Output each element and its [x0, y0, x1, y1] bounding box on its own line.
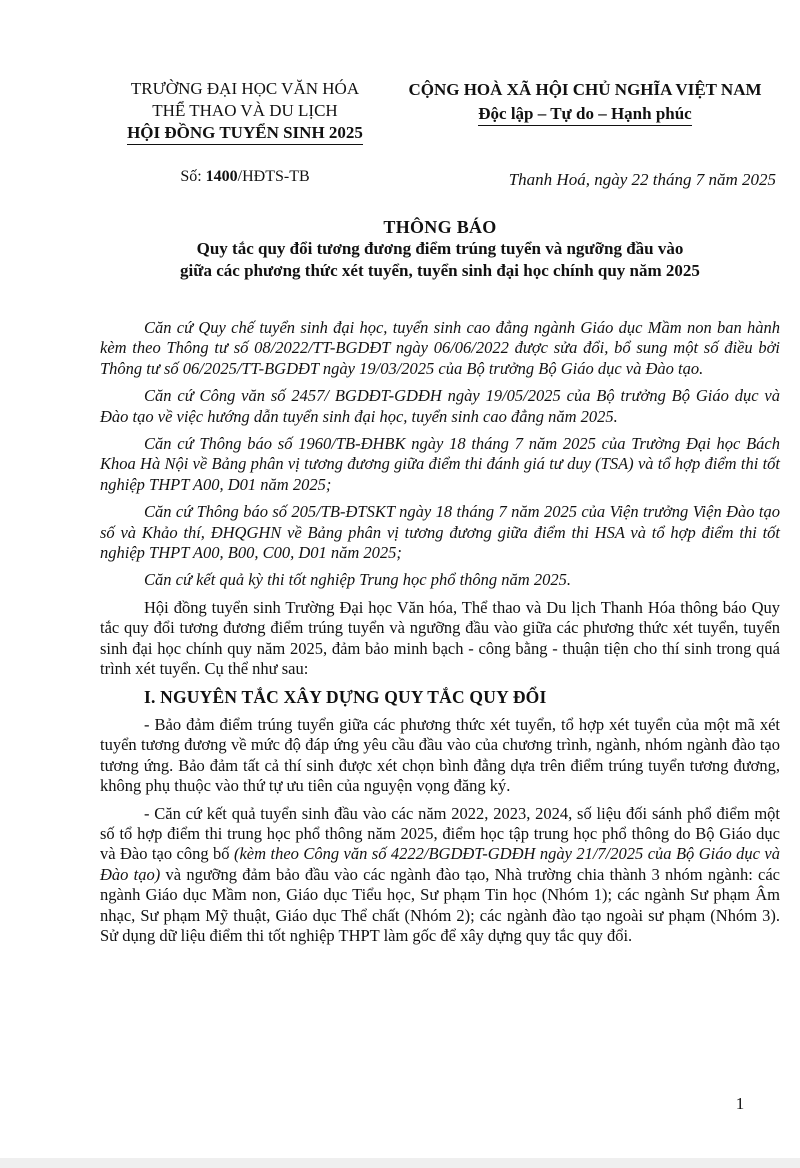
legal-basis-1: Căn cứ Quy chế tuyển sinh đại học, tuyển sinh cao đẳng ngành Giáo dục Mầm non ban hành kèm theo Thông tư số 08/2022/TT-BGDĐT ngày 06/06/2022 được sửa đổi, bổ sung một số điều bởi Thông tư số 06/2025/TT-BGDĐT ngày 19/03/2025 của Bộ trưởng Bộ Giáo dục và Đào tạo.	[100, 318, 780, 378]
issuer-council: HỘI ĐỒNG TUYỂN SINH 2025	[127, 122, 363, 145]
legal-basis-2: Căn cứ Công văn số 2457/ BGDĐT-GDĐH ngày 19/05/2025 của Bộ trưởng Bộ Giáo dục và Đào tạo về việc hướng dẫn tuyển sinh đại học, tuyển sinh cao đẳng năm 2025.	[100, 386, 780, 426]
document-title	[100, 216, 780, 282]
national-motto-block	[390, 78, 780, 126]
title-line-2: giữa các phương thức xét tuyển, tuyển sinh đại học chính quy năm 2025	[180, 261, 700, 280]
page-bottom-edge	[0, 1158, 800, 1168]
issuer-university: TRƯỜNG ĐẠI HỌC VĂN HÓA	[130, 79, 360, 98]
document-body	[100, 318, 780, 953]
announcement-intro: Hội đồng tuyển sinh Trường Đại học Văn hóa, Thể thao và Du lịch Thanh Hóa thông báo Quy tắc quy đổi tương đương điểm trúng tuyển và ngưỡng đầu vào giữa các phương thức xét tuyển, tuyển sinh đại học chính quy năm 2025, đảm bảo minh bạch - công bằng - thuận tiện cho thí sinh trong quá trình xét tuyển. Cụ thể như sau:	[100, 597, 780, 679]
section-1-bullet-2: - Căn cứ kết quả tuyển sinh đầu vào các năm 2022, 2023, 2024, số liệu đối sánh phổ điểm một số tổ hợp điểm thi trung học phổ thông năm 2025, điểm học tập trung học phổ thông do Bộ Giáo dục và Đào tạo công bố (kèm theo Công văn số 4222/BGDĐT-GDĐH ngày 21/7/2025 của Bộ Giáo dục và Đào tạo) và ngưỡng đảm bảo đầu vào các ngành đào tạo, Nhà trường chia thành 3 nhóm ngành: các ngành Giáo dục Mầm non, Giáo dục Tiểu học, Sư phạm Tin học (Nhóm 1); các ngành Sư phạm Âm nhạc, Sư phạm Mỹ thuật, Giáo dục Thể chất (Nhóm 2); các ngành đào tạo ngoài sư phạm (Nhóm 3). Sử dụng dữ liệu điểm thi tốt nghiệp THPT làm gốc để xây dựng quy tắc quy đổi.	[100, 803, 781, 945]
legal-basis-5: Căn cứ kết quả kỳ thi tốt nghiệp Trung học phổ thông năm 2025.	[144, 570, 571, 590]
document-number: Số: 1400/HĐTS-TB	[180, 168, 310, 185]
legal-basis-4: Căn cứ Thông báo số 205/TB-ĐTSKT ngày 18 tháng 7 năm 2025 của Viện trưởng Viện Đào tạo số và Khảo thí, ĐHQGHN về Bảng phân vị tương đương giữa điểm thi HSA và tổ hợp điểm thi tốt nghiệp THPT A00, B00, C00, D01 năm 2025;	[100, 502, 780, 563]
section-1-heading: I. NGUYÊN TẮC XÂY DỰNG QUY TẮC QUY ĐỔI	[144, 686, 547, 707]
country-name: CỘNG HOÀ XÃ HỘI CHỦ NGHĨA VIỆT NAM	[408, 80, 762, 99]
document-date: Thanh Hoá, ngày 22 tháng 7 năm 2025	[508, 170, 776, 189]
issuer-block	[100, 78, 390, 145]
issuer-university-cont: THỂ THAO VÀ DU LỊCH	[152, 101, 338, 120]
title-line-1: Quy tắc quy đổi tương đương điểm trúng tuyển và ngưỡng đầu vào	[196, 239, 684, 258]
legal-basis-3: Căn cứ Thông báo số 1960/TB-ĐHBK ngày 18 tháng 7 năm 2025 của Trường Đại học Bách Khoa Hà Nội về Bảng phân vị tương đương giữa điểm thi đánh giá tư duy (TSA) và tổ hợp điểm thi tốt nghiệp THPT A00, D01 năm 2025;	[100, 434, 780, 494]
page-number: 1	[735, 1094, 745, 1113]
national-motto: Độc lập – Tự do – Hạnh phúc	[478, 103, 691, 126]
section-1-bullet-1: - Bảo đảm điểm trúng tuyển giữa các phương thức xét tuyển, tổ hợp xét tuyển của một mã xét tuyển tương đương về mức độ đáp ứng yêu cầu đầu vào của chương trình, ngành, nhóm ngành đào tạo tương ứng. Bảo đảm tất cả thí sinh được xét chọn bình đẳng dựa trên điểm trúng tuyển tương đương, không phụ thuộc vào thứ tự ưu tiên của nguyện vọng đăng ký.	[100, 714, 780, 796]
title-heading: THÔNG BÁO	[383, 217, 497, 237]
